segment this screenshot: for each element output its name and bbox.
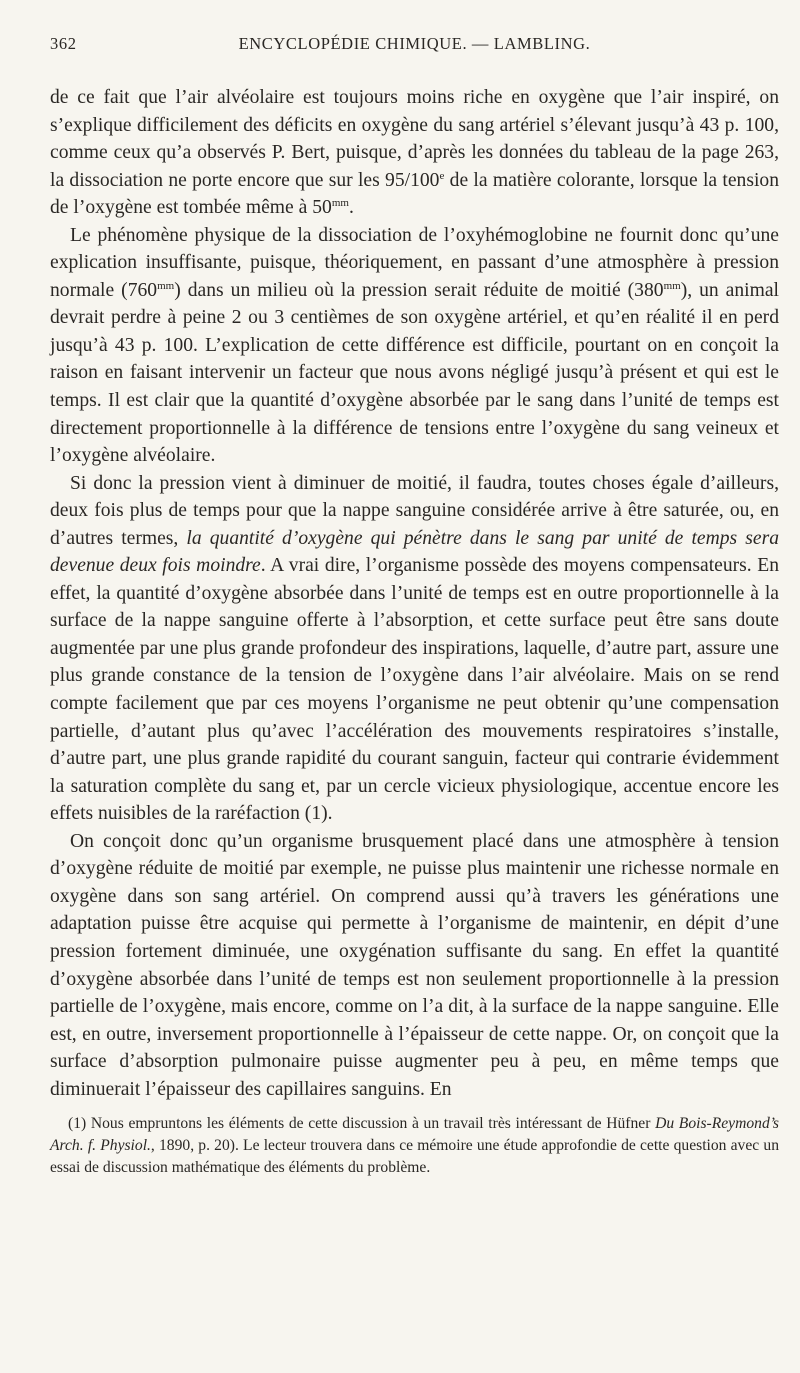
paragraph-text: . bbox=[348, 197, 354, 219]
footnotes bbox=[50, 1113, 779, 1179]
paragraph-1 bbox=[50, 84, 779, 222]
superscript: mm bbox=[331, 197, 349, 210]
paragraph-text: de la matière colorante, lorsque la tension de l’oxygène est tombée même à 50 bbox=[50, 169, 779, 219]
page-number: 362 bbox=[50, 34, 77, 53]
paragraph-text: Si donc la pression vient à diminuer de moitié, il faudra, toutes choses égale d’ailleurs, deux fois plus de temps pour que la nappe sanguine considérée arrive à être saturée, ou, en d’autres termes, bbox=[50, 472, 779, 549]
footnote-text: (1) Nous empruntons les éléments de cette discussion à un travail très intéressant de Hüfner bbox=[68, 1115, 656, 1133]
superscript: e bbox=[439, 169, 445, 182]
paragraph-text: On conçoit donc qu’un organisme brusquement placé dans une atmosphère à tension d’oxygène réduite de moitié par exemple, ne puisse plus maintenir une richesse normale en oxygène dans son sang artériel. On comprend aussi qu’à travers les générations une adaptation puisse être acquise qui permette à l’organisme de maintenir, en dépit d’une pression fortement diminuée, une oxygénation suffisante du sang. En effet la quantité d’oxygène absorbée dans l’unité de temps est non seulement proportionnelle à la pression partielle de l’oxygène, mais encore, comme on l’a dit, à la surface de la nappe sanguine. Elle est, en outre, inversement proportionnelle à l’épaisseur de cette nappe. Or, on conçoit que la surface d’absorption pulmonaire puisse augmenter peu à peu, en même temps que diminuerait l’épaisseur des capillaires sanguins. En bbox=[50, 830, 779, 1100]
paragraph-text: de ce fait que l’air alvéolaire est toujours moins riche en oxygène que l’air inspiré, on s’explique difficilement des déficits en oxygène du sang artériel s’élevant jusqu’à 43 p. 100, comme ceux qu’a observés P. Bert, puisque, d’après les données du tableau de la page 263, la dissociation ne porte encore que sur les 95/100 bbox=[50, 87, 779, 191]
paragraph-4 bbox=[50, 828, 779, 1103]
body-text bbox=[50, 84, 779, 1103]
paragraph-2 bbox=[50, 222, 779, 470]
page-header bbox=[50, 34, 779, 60]
footnote-1 bbox=[50, 1113, 779, 1179]
paragraph-text: . A vrai dire, l’organisme possède des moyens compensateurs. En effet, la quantité d’oxygène absorbée dans l’unité de temps est en outre proportionnelle à la surface de la nappe sanguine offerte à l’absorption, et cette surface peut être sans doute augmentée par une plus grande profondeur des inspirations, laquelle, d’autre part, assure une plus grande constance de la tension de l’oxygène dans l’air alvéolaire. Mais on se rend compte facilement que par ces moyens l’organisme ne peut obtenir qu’une compensation partielle, d’autant plus qu’avec l’accélération des mouvements respiratoires s’installe, d’autre part, une plus grande rapidité du courant sanguin, facteur qui contrarie évidemment la saturation complète du sang et, par un cercle vicieux physiologique, accentue encore les effets nuisibles de la raréfaction (1). bbox=[50, 555, 780, 825]
paragraph-text: ), un animal devrait perdre à peine 2 ou 3 centièmes de son oxygène artériel, et qu’en réalité il en perd jusqu’à 43 p. 100. L’explication de cette différence est difficile, pourtant on en conçoit la raison en faisant intervenir un facteur que nous avons négligé jusqu’à présent et qui est le temps. Il est clair que la quantité d’oxygène absorbée par le sang dans l’unité de temps est directement proportionnelle à la différence de tensions entre l’oxygène du sang veineux et l’oxygène alvéolaire. bbox=[50, 279, 780, 467]
paragraph-text: Le phénomène physique de la dissociation de l’oxyhémoglobine ne fournit donc qu’une explication insuffisante, puisque, théoriquement, en passant d’une atmosphère à pression normale (760 bbox=[50, 224, 779, 301]
paragraph-text: ) dans un milieu où la pression serait réduite de moitié (380 bbox=[174, 279, 664, 301]
paragraph-3 bbox=[50, 470, 779, 828]
italic-emphasis: la quantité d’oxygène qui pénètre dans le sang par unité de temps sera devenue deux fois moindre bbox=[50, 527, 779, 577]
footnote-citation: Du Bois-Reymond’s Arch. f. Physiol. bbox=[50, 1115, 779, 1155]
superscript: mm bbox=[663, 279, 681, 292]
running-title: ENCYCLOPÉDIE CHIMIQUE. — LAMBLING. bbox=[238, 34, 591, 53]
superscript: mm bbox=[157, 279, 175, 292]
footnote-text: , 1890, p. 20). Le lecteur trouvera dans ce mémoire une étude approfondie de cette question avec un essai de discussion mathématique des éléments du problème. bbox=[50, 1137, 779, 1177]
